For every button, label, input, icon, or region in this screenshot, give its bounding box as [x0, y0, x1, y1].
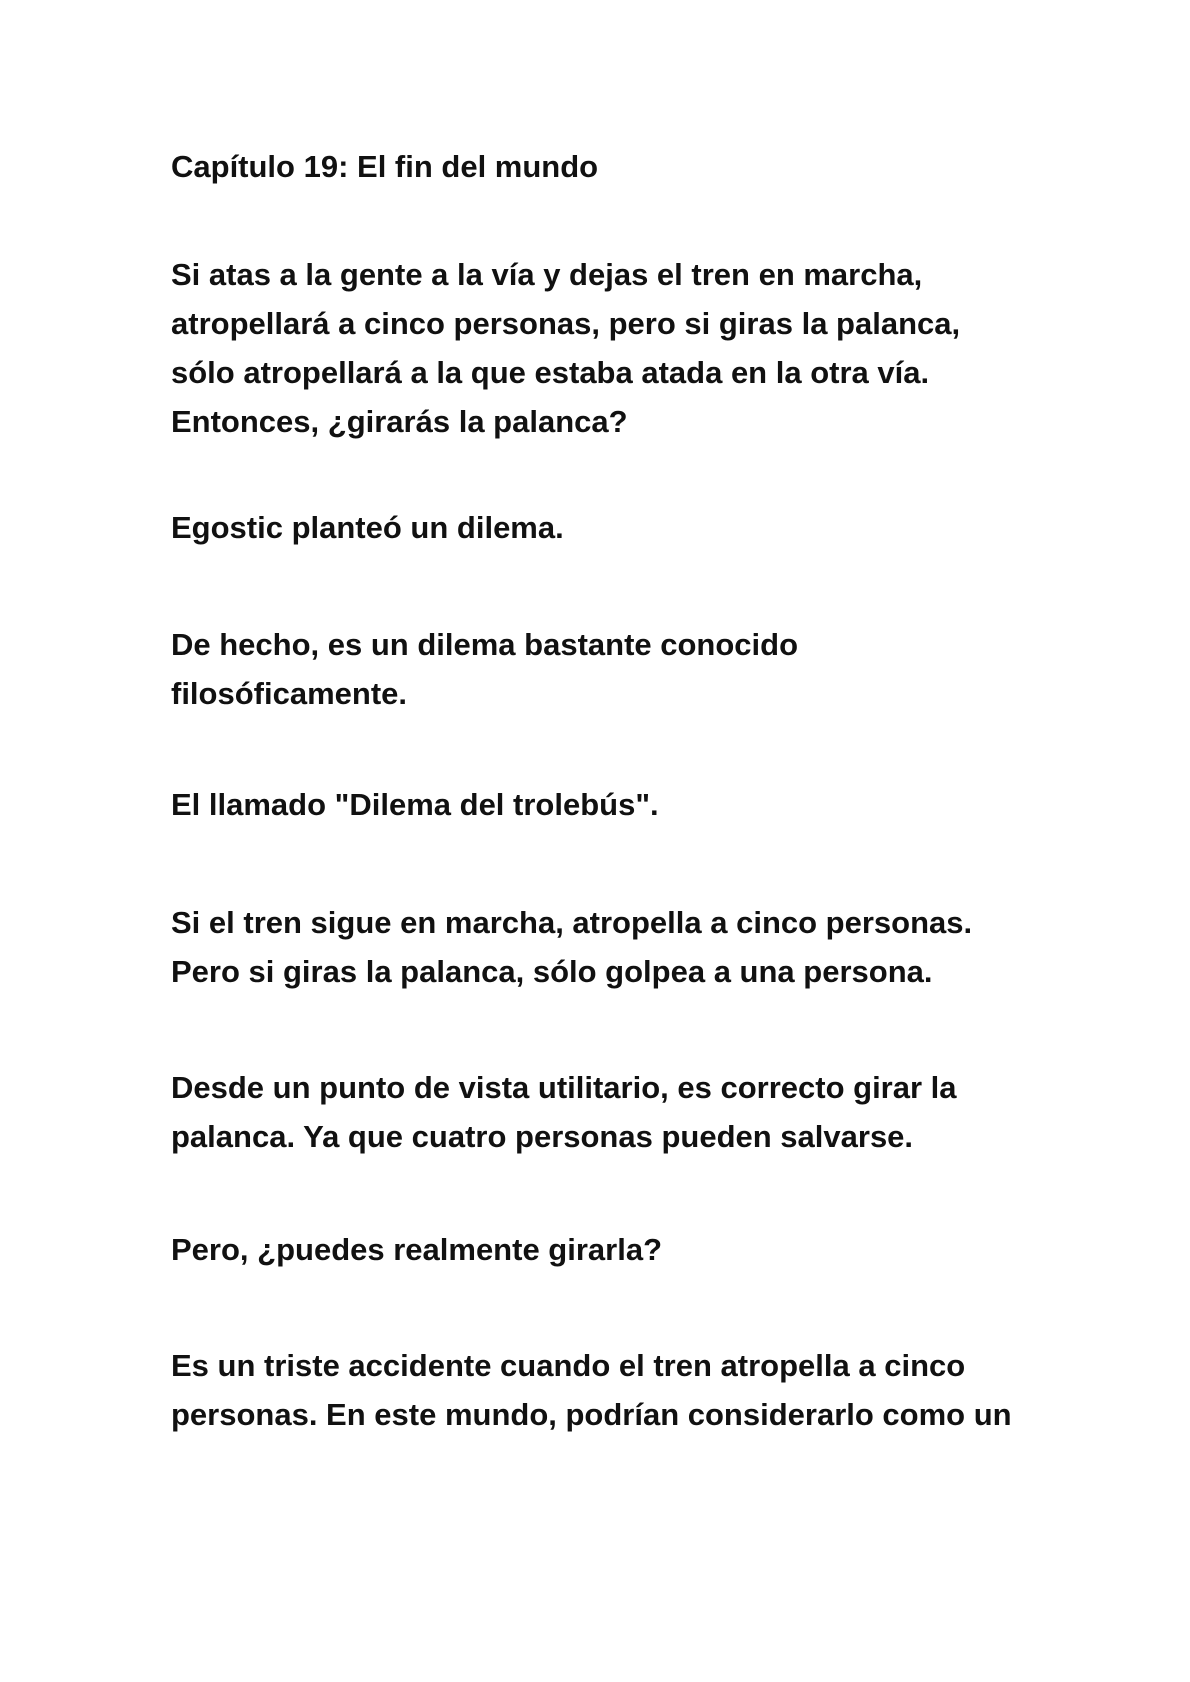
paragraph-line: Es un triste accidente cuando el tren atropella a cinco [171, 1348, 966, 1383]
paragraph-6 [171, 1063, 1071, 1161]
paragraph-line: atropellará a cinco personas, pero si giras la palanca, [171, 306, 961, 341]
paragraph-line: Desde un punto de vista utilitario, es correcto girar la [171, 1070, 957, 1105]
chapter-title-text: Capítulo 19: El fin del mundo [171, 149, 599, 184]
paragraph-5 [171, 898, 1071, 996]
paragraph-line: Si atas a la gente a la vía y dejas el tren en marcha, [171, 257, 923, 292]
paragraph-line: filosóficamente. [171, 676, 407, 711]
paragraph-7 [171, 1225, 1071, 1274]
paragraph-1 [171, 250, 1071, 446]
paragraph-line: palanca. Ya que cuatro personas pueden salvarse. [171, 1119, 914, 1154]
paragraph-line: Egostic planteó un dilema. [171, 510, 564, 545]
paragraph-line: Pero, ¿puedes realmente girarla? [171, 1232, 663, 1267]
paragraph-line: sólo atropellará a la que estaba atada en la otra vía. [171, 355, 930, 390]
paragraph-2 [171, 503, 1071, 552]
chapter-title [171, 142, 1071, 191]
paragraph-line: De hecho, es un dilema bastante conocido [171, 627, 799, 662]
paragraph-line: El llamado "Dilema del trolebús". [171, 787, 659, 822]
paragraph-4 [171, 780, 1071, 829]
paragraph-line: personas. En este mundo, podrían considerarlo como un [171, 1397, 1012, 1432]
paragraph-line: Entonces, ¿girarás la palanca? [171, 404, 628, 439]
paragraph-3 [171, 620, 1071, 718]
paragraph-8 [171, 1341, 1071, 1439]
paragraph-line: Si el tren sigue en marcha, atropella a cinco personas. [171, 905, 973, 940]
paragraph-line: Pero si giras la palanca, sólo golpea a una persona. [171, 954, 933, 989]
